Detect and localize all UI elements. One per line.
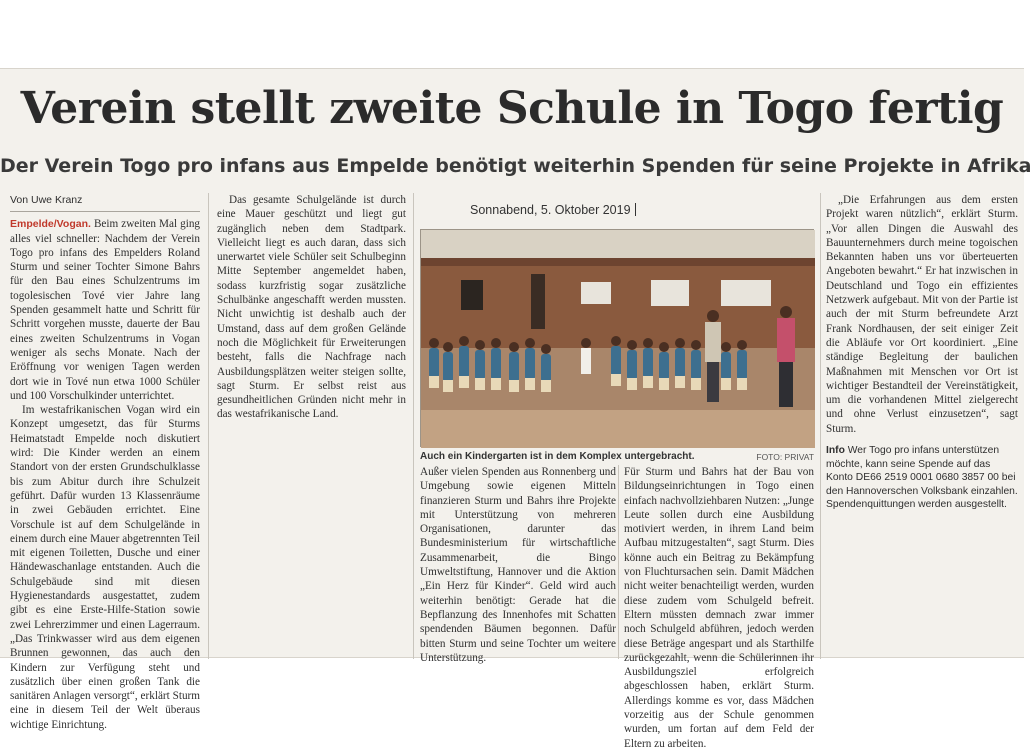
schoolyard-photo-illustration <box>421 230 815 448</box>
article-column-2 <box>217 193 406 659</box>
column-divider <box>413 193 414 659</box>
column-divider <box>208 193 209 659</box>
photo-credit: FOTO: PRIVAT <box>756 452 814 462</box>
dateline: Empelde/Vogan. <box>10 218 91 231</box>
paragraph-4: Außer vielen Spenden aus Ronnenberg und Umgebung sowie eigenen Mitteln finanzieren Sturm und Bahrs ihre Projekte mit Unterstützung von mehreren Organisationen, darunter das Bundesministerium für wirtschaftliche Zusammenarbeit, die Bingo Umweltstiftung, Hannover und die Aktion „Ein Herz für Kinder“. Geld wird auch weiterhin benötigt: Gerade hat die Bepflanzung des Innenhofes mit Schatten spendenden Bäumen begonnen. Dafür bitten Sturm und seine Tochter um weitere Unterstützung. <box>420 466 616 664</box>
lead-paragraph <box>10 217 200 403</box>
info-box <box>826 444 1018 512</box>
column-divider <box>820 193 821 659</box>
subheadline: Der Verein Togo pro infans aus Empelde benötigt weiterhin Spenden für seine Projekte in Afrika <box>0 155 1031 177</box>
info-text: Wer Togo pro infans unterstützen möchte, kann seine Spende auf das Konto DE66 2519 0001 0680 3857 00 bei den Hannoverschen Volksbank einzahlen. Spendenquittungen werden ausgestellt. <box>826 445 1018 511</box>
paragraph-2: Im westafrikanischen Vogan wird ein Konzept umgesetzt, das für Sturms Heimatstadt Empelde noch diskutiert wird: Die Kinder werden an einem Standort von der ersten Grundschulklasse bis zum Abitur durch ihre Schulzeit geführt. Dafür wurden 13 Klassenräume in zwei Gebäuden errichtet. Eine Vorschule ist auf dem Schulgelände in einem durch eine Mauer abgetrennten Teil mit eigenen Toiletten, Dusche und einer Händewaschanlage entstanden. Auch die Schulgebäude sind mit diesen Hygienestandards ausgestattet, zudem gibt es eine Erste-Hilfe-Station sowie zwei Lehrerzimmer und einen Lagerraum. „Das Trinkwasser wird aus dem eigenen Brunnen gewonnen, das auch den Kindern zur Verfügung steht und zusätzlich über einen großen Tank die sanitären Anlagen versorgt“, erklärt Sturm eine in diesem Teil der Welt überaus wichtige Einrichtung. <box>10 404 200 731</box>
article-column-5 <box>826 193 1018 659</box>
date-divider <box>635 203 636 216</box>
issue-date <box>470 203 730 217</box>
newspaper-clipping <box>0 68 1031 750</box>
headline: Verein stellt zweite Schule in Togo fertig <box>20 83 1004 134</box>
paragraph-6: „Die Erfahrungen aus dem ersten Projekt waren nützlich“, erklärt Sturm. „Vor allen Dingen die Auswahl des Bauunternehmers durch meine togoischen Bekannten haben uns vor überteuerten Angeboten bewahrt.“ Er hat inzwischen in Deutschland und Togo ein effizientes Netzwerk aufgebaut. Mit von der Partie ist auch der mit Sturm befreundete Arzt Frank Nordhausen, der seit einiger Zeit die Abläufe vor Ort koordiniert. „Eine ständige Begleitung der baulichen Maßnahmen mit Menschen vor Ort ist wichtiger Bestandteil der Vereinstätigkeit, um die vorhandenen Mittel zielgerecht und ohne Verlust einzusetzen“, sagt Sturm. <box>826 194 1018 435</box>
article-column-3 <box>420 465 616 664</box>
photo-caption: Auch ein Kindergarten ist in dem Komplex untergebracht. <box>420 451 695 462</box>
issue-date-text: Sonnabend, 5. Oktober 2019 <box>470 203 631 217</box>
article-photo <box>420 229 814 447</box>
paragraph-5: Für Sturm und Bahrs hat der Bau von Bildungseinrichtungen in Togo einen einfach nachvollziehbaren Nutzen: „Junge Leute sollen durch eine Ausbildung motiviert werden, in ihrem Land beim Aufbau mitzugestalten“, sagt Sturm. Dies könne auch ein Beitrag zu Bekämpfung von Fluchtursachen sein. Damit Mädchen nicht weiter benachteiligt werden, wurden diese zudem vom Schulgeld befreit. Eltern müssten demnach zwar immer noch Schulgeld abführen, jedoch werden diese Beträge angespart und als Starthilfe zurückgezahlt, wenn die Schülerinnen ihr Ausbildungsziel erfolgreich abgeschlossen haben, erklärt Sturm. Allerdings komme es vor, dass Mädchen vorzeitig aus der Schule genommen wurden, um fortan auf dem Feld der Eltern zu arbeiten. <box>624 466 814 750</box>
article-column-1 <box>10 193 201 731</box>
article-column-4 <box>624 465 814 750</box>
info-label: Info <box>826 445 845 457</box>
paragraph-3: Das gesamte Schulgelände ist durch eine Mauer geschützt und liegt gut zugänglich neben dem Stadtpark. Vielleicht liegt es auch daran, dass sich unerwartet viele Schüler seit Schulbeginn Mitte September angemeldet haben, sodass kurzfristig sogar zusätzliche Schulbänke angeschafft werden mussten. Nicht unwichtig ist deshalb auch der Umstand, dass auf dem großen Gelände noch die Möglichkeit für Erweiterungen besteht, falls die Nachfrage nach Ausbildungsplätzen weiter steigen sollte, sagt Sturm. Er selbst reist aus gesundheitlichen Gründen nicht mehr in das westafrikanische Land. <box>217 194 406 421</box>
column-divider <box>618 465 619 659</box>
paragraph-1-text: Beim zweiten Mal ging alles viel schneller: Nachdem der Verein Togo pro infans des Empelders Roland Sturm und seiner Tochter Simone Bahrs für den Bau eines Schulzentrums im togolesischen Tové vier Jahre lang Spenden gesammelt hatte und Schritt für Schritt vorgehen musste, dauerte der Bau eines zweiten Schulzentrums in Vogan weniger als sechs Monate. Nach der Eröffnung vor wenigen Tagen werden dort wie in Tové nun etwa 1000 Schüler und 100 Vorschulkinder unterrichtet. <box>10 218 201 402</box>
byline: Von Uwe Kranz <box>10 193 200 212</box>
